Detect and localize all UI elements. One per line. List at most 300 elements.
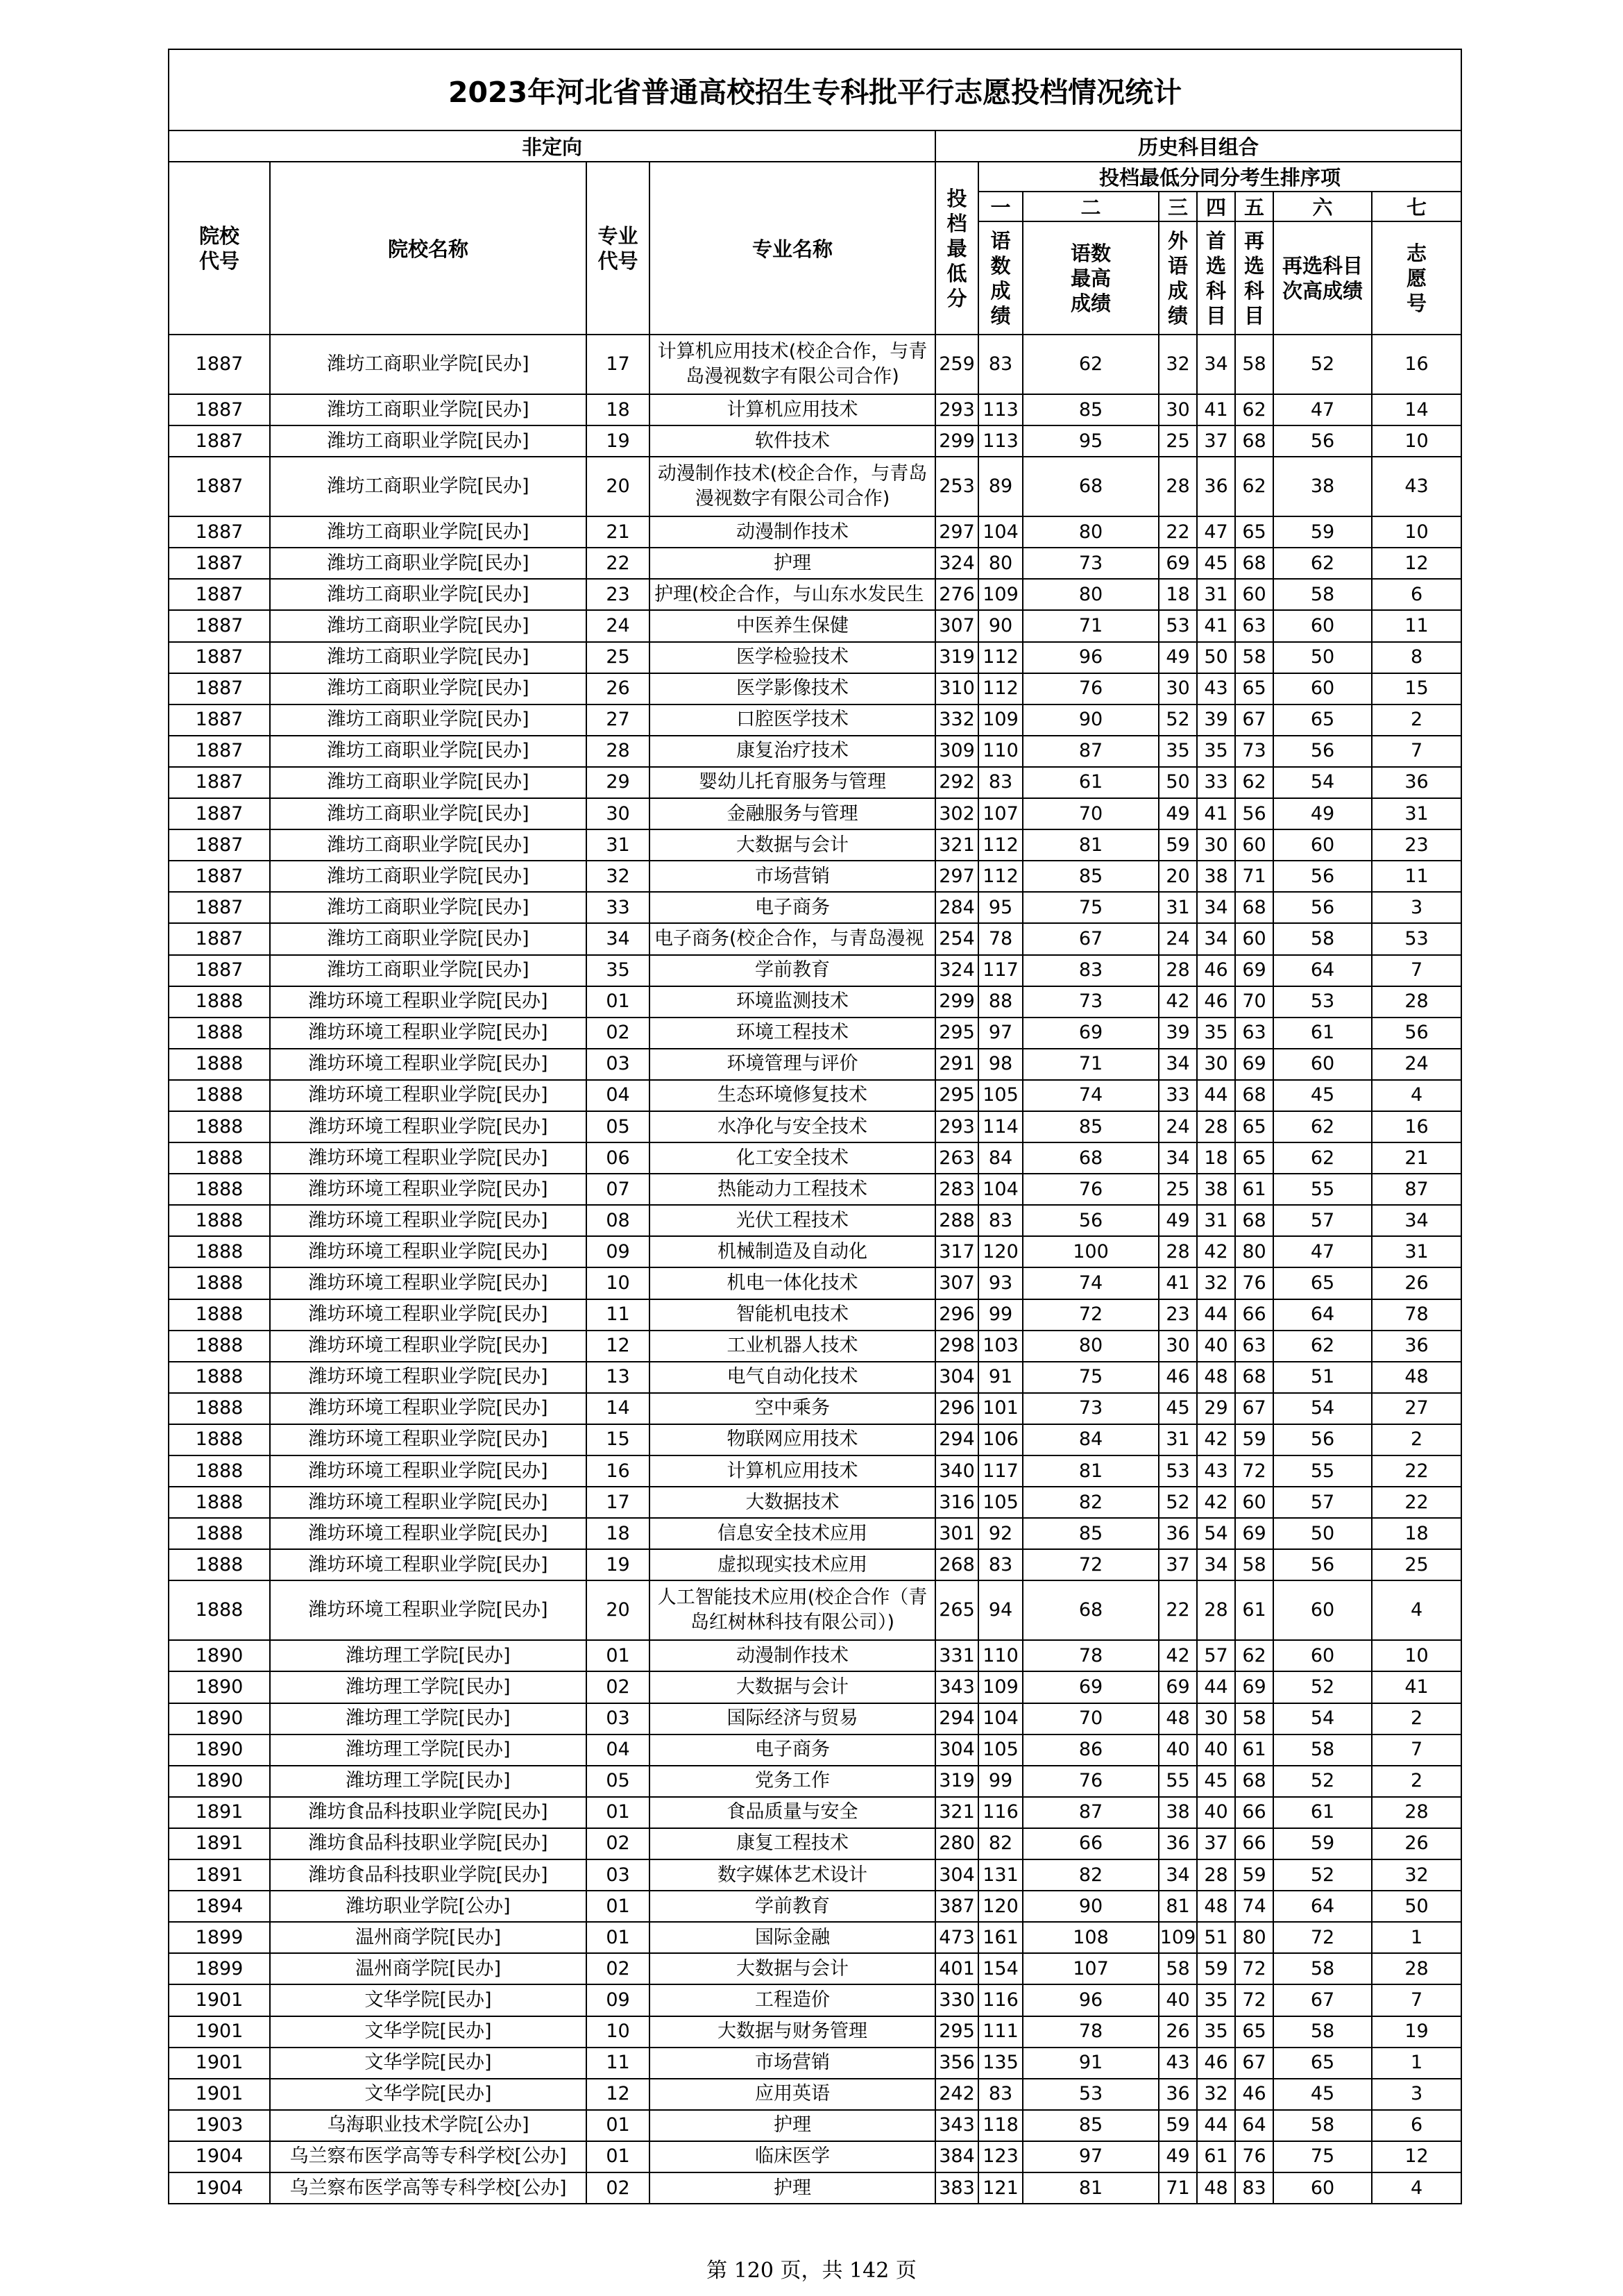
first-subject-cell: 50 xyxy=(1197,642,1235,673)
school-code-cell: 1888 xyxy=(169,1393,270,1424)
school-name-cell: 潍坊环境工程职业学院[民办] xyxy=(270,1018,586,1049)
chinese-math-max-cell: 81 xyxy=(1023,1455,1159,1487)
chinese-math-cell: 118 xyxy=(978,2110,1023,2141)
school-name-cell: 潍坊工商职业学院[民办] xyxy=(270,767,586,798)
chinese-math-max-cell: 81 xyxy=(1023,2172,1159,2204)
major-name-cell: 环境工程技术 xyxy=(649,1018,935,1049)
chinese-math-max-cell: 85 xyxy=(1023,2110,1159,2141)
foreign-language-cell: 49 xyxy=(1159,2141,1197,2172)
min-score-cell: 324 xyxy=(935,548,978,579)
major-code-cell: 16 xyxy=(586,1455,649,1487)
major-name-cell: 计算机应用技术 xyxy=(649,1455,935,1487)
min-score-cell: 265 xyxy=(935,1580,978,1640)
chinese-math-cell: 105 xyxy=(978,1080,1023,1111)
min-score-cell: 254 xyxy=(935,923,978,954)
school-name-cell: 文华学院[民办] xyxy=(270,1984,586,2016)
second-subject-secondary-cell: 52 xyxy=(1273,1859,1372,1891)
second-subject-secondary-cell: 64 xyxy=(1273,1891,1372,1922)
foreign-language-cell: 69 xyxy=(1159,1671,1197,1703)
second-subject-cell: 58 xyxy=(1235,1549,1273,1580)
second-subject-secondary-cell: 58 xyxy=(1273,1953,1372,1984)
first-subject-cell: 46 xyxy=(1197,955,1235,986)
preference-number-cell: 4 xyxy=(1372,2172,1461,2204)
school-name-cell: 潍坊环境工程职业学院[民办] xyxy=(270,1205,586,1236)
chinese-math-cell: 112 xyxy=(978,642,1023,673)
first-subject-cell: 39 xyxy=(1197,704,1235,736)
foreign-language-cell: 34 xyxy=(1159,1049,1197,1080)
major-name-cell: 虚拟现实技术应用 xyxy=(649,1549,935,1580)
preference-number-cell: 1 xyxy=(1372,1922,1461,1953)
first-subject-cell: 29 xyxy=(1197,1393,1235,1424)
major-name-cell: 电子商务 xyxy=(649,1734,935,1766)
major-name-cell: 市场营销 xyxy=(649,861,935,892)
preference-number-cell: 36 xyxy=(1372,1331,1461,1362)
chinese-math-cell: 120 xyxy=(978,1236,1023,1267)
min-score-cell: 316 xyxy=(935,1487,978,1518)
second-subject-secondary-cell: 65 xyxy=(1273,704,1372,736)
chinese-math-max-cell: 85 xyxy=(1023,1518,1159,1549)
second-subject-cell: 68 xyxy=(1235,892,1273,923)
major-code-cell: 06 xyxy=(586,1142,649,1174)
table-row xyxy=(169,2048,1461,2079)
school-name-cell: 文华学院[民办] xyxy=(270,2079,586,2110)
chinese-math-cell: 94 xyxy=(978,1580,1023,1640)
chinese-math-max-cell: 53 xyxy=(1023,2079,1159,2110)
second-subject-secondary-cell: 57 xyxy=(1273,1487,1372,1518)
school-code-cell: 1904 xyxy=(169,2172,270,2204)
foreign-language-cell: 30 xyxy=(1159,673,1197,704)
second-subject-cell: 68 xyxy=(1235,1205,1273,1236)
second-subject-cell: 68 xyxy=(1235,1080,1273,1111)
major-name-cell: 医学检验技术 xyxy=(649,642,935,673)
chinese-math-max-cell: 68 xyxy=(1023,1580,1159,1640)
chinese-math-max-cell: 82 xyxy=(1023,1859,1159,1891)
school-name-cell: 潍坊环境工程职业学院[民办] xyxy=(270,1580,586,1640)
first-subject-cell: 31 xyxy=(1197,579,1235,610)
foreign-language-cell: 20 xyxy=(1159,861,1197,892)
second-subject-secondary-cell: 60 xyxy=(1273,1640,1372,1671)
table-row xyxy=(169,892,1461,923)
school-code-cell: 1888 xyxy=(169,1518,270,1549)
school-name-cell: 潍坊环境工程职业学院[民办] xyxy=(270,1362,586,1393)
school-name-cell: 潍坊食品科技职业学院[民办] xyxy=(270,1828,586,1859)
chinese-math-cell: 104 xyxy=(978,516,1023,548)
chinese-math-max-cell: 80 xyxy=(1023,516,1159,548)
rank-2: 二 xyxy=(1023,192,1159,221)
foreign-language-cell: 53 xyxy=(1159,1455,1197,1487)
major-code-cell: 07 xyxy=(586,1174,649,1205)
min-score-cell: 280 xyxy=(935,1828,978,1859)
first-subject-cell: 48 xyxy=(1197,2172,1235,2204)
first-subject-cell: 42 xyxy=(1197,1236,1235,1267)
school-name-cell: 潍坊工商职业学院[民办] xyxy=(270,425,586,457)
school-code-cell: 1901 xyxy=(169,1984,270,2016)
foreign-language-cell: 32 xyxy=(1159,335,1197,394)
chinese-math-cell: 104 xyxy=(978,1174,1023,1205)
school-name-cell: 潍坊食品科技职业学院[民办] xyxy=(270,1797,586,1828)
chinese-math-cell: 98 xyxy=(978,1049,1023,1080)
first-subject-cell: 33 xyxy=(1197,767,1235,798)
table-row xyxy=(169,1299,1461,1331)
chinese-math-cell: 95 xyxy=(978,892,1023,923)
major-code-cell: 25 xyxy=(586,642,649,673)
chinese-math-cell: 123 xyxy=(978,2141,1023,2172)
second-subject-secondary-cell: 58 xyxy=(1273,923,1372,954)
second-subject-cell: 46 xyxy=(1235,2079,1273,2110)
first-subject-cell: 30 xyxy=(1197,1049,1235,1080)
major-name-cell: 大数据与会计 xyxy=(649,1953,935,1984)
chinese-math-cell: 83 xyxy=(978,335,1023,394)
school-name-cell: 潍坊工商职业学院[民办] xyxy=(270,548,586,579)
chinese-math-max-cell: 80 xyxy=(1023,1331,1159,1362)
major-code-cell: 01 xyxy=(586,1891,649,1922)
table-row xyxy=(169,1828,1461,1859)
school-code-cell: 1888 xyxy=(169,1580,270,1640)
preference-number-cell: 50 xyxy=(1372,1891,1461,1922)
preference-number-cell: 3 xyxy=(1372,892,1461,923)
major-name-cell: 食品质量与安全 xyxy=(649,1797,935,1828)
second-subject-secondary-cell: 52 xyxy=(1273,335,1372,394)
preference-number-cell: 4 xyxy=(1372,1080,1461,1111)
chinese-math-max-cell: 71 xyxy=(1023,1049,1159,1080)
table-row xyxy=(169,1518,1461,1549)
foreign-language-cell: 49 xyxy=(1159,798,1197,829)
major-name-cell: 医学影像技术 xyxy=(649,673,935,704)
major-code-cell: 23 xyxy=(586,579,649,610)
second-subject-secondary-cell: 54 xyxy=(1273,1393,1372,1424)
preference-number-cell: 28 xyxy=(1372,1953,1461,1984)
first-subject-cell: 45 xyxy=(1197,548,1235,579)
chinese-math-max-cell: 73 xyxy=(1023,548,1159,579)
school-name-cell: 潍坊环境工程职业学院[民办] xyxy=(270,1518,586,1549)
chinese-math-max-cell: 73 xyxy=(1023,1393,1159,1424)
preference-number-cell: 10 xyxy=(1372,1640,1461,1671)
foreign-language-cell: 48 xyxy=(1159,1703,1197,1734)
school-code-cell: 1891 xyxy=(169,1828,270,1859)
table-row xyxy=(169,1703,1461,1734)
second-subject-secondary-cell: 58 xyxy=(1273,579,1372,610)
min-score-cell: 242 xyxy=(935,2079,978,2110)
second-subject-cell: 65 xyxy=(1235,673,1273,704)
school-code-cell: 1888 xyxy=(169,1049,270,1080)
preference-number-cell: 11 xyxy=(1372,610,1461,641)
major-name-cell: 数字媒体艺术设计 xyxy=(649,1859,935,1891)
first-subject-cell: 34 xyxy=(1197,892,1235,923)
first-subject-cell: 31 xyxy=(1197,1205,1235,1236)
major-code-cell: 19 xyxy=(586,1549,649,1580)
school-code-cell: 1887 xyxy=(169,736,270,767)
major-code-header: 专业代号 xyxy=(586,162,649,335)
first-subject-cell: 45 xyxy=(1197,1766,1235,1797)
table-row xyxy=(169,1331,1461,1362)
preference-number-cell: 2 xyxy=(1372,1766,1461,1797)
preference-number-cell: 2 xyxy=(1372,704,1461,736)
chinese-math-max-cell: 85 xyxy=(1023,394,1159,425)
second-subject-secondary-cell: 60 xyxy=(1273,1580,1372,1640)
foreign-language-cell: 30 xyxy=(1159,394,1197,425)
min-score-cell: 343 xyxy=(935,2110,978,2141)
table-row xyxy=(169,1267,1461,1299)
school-code-cell: 1888 xyxy=(169,1362,270,1393)
school-code-cell: 1887 xyxy=(169,829,270,861)
major-code-cell: 13 xyxy=(586,1362,649,1393)
table-row xyxy=(169,2016,1461,2048)
preference-number-cell: 36 xyxy=(1372,767,1461,798)
second-subject-cell: 63 xyxy=(1235,1331,1273,1362)
school-code-cell: 1891 xyxy=(169,1859,270,1891)
second-subject-cell: 61 xyxy=(1235,1174,1273,1205)
table-row xyxy=(169,425,1461,457)
major-name-cell: 热能动力工程技术 xyxy=(649,1174,935,1205)
table-row xyxy=(169,829,1461,861)
major-code-cell: 10 xyxy=(586,1267,649,1299)
second-subject-cell: 65 xyxy=(1235,1111,1273,1142)
chinese-math-cell: 107 xyxy=(978,798,1023,829)
second-subject-cell: 56 xyxy=(1235,798,1273,829)
preference-number-cell: 12 xyxy=(1372,2141,1461,2172)
foreign-language-cell: 40 xyxy=(1159,1984,1197,2016)
second-subject-cell: 76 xyxy=(1235,2141,1273,2172)
chinese-math-cell: 110 xyxy=(978,736,1023,767)
min-score-cell: 296 xyxy=(935,1393,978,1424)
major-name-cell: 软件技术 xyxy=(649,425,935,457)
first-subject-cell: 41 xyxy=(1197,394,1235,425)
rank-6: 六 xyxy=(1273,192,1372,221)
chinese-math-max-cell: 62 xyxy=(1023,335,1159,394)
second-subject-secondary-cell: 60 xyxy=(1273,2172,1372,2204)
school-code-cell: 1888 xyxy=(169,1299,270,1331)
table-row xyxy=(169,335,1461,394)
school-name-cell: 文华学院[民办] xyxy=(270,2048,586,2079)
major-code-cell: 19 xyxy=(586,425,649,457)
school-code-cell: 1890 xyxy=(169,1640,270,1671)
chinese-math-max-cell: 76 xyxy=(1023,1766,1159,1797)
preference-number-cell: 21 xyxy=(1372,1142,1461,1174)
preference-number-cell: 4 xyxy=(1372,1580,1461,1640)
min-score-cell: 307 xyxy=(935,610,978,641)
foreign-language-cell: 42 xyxy=(1159,1640,1197,1671)
second-subject-cell: 62 xyxy=(1235,394,1273,425)
school-code-cell: 1887 xyxy=(169,642,270,673)
school-name-cell: 潍坊工商职业学院[民办] xyxy=(270,394,586,425)
major-code-cell: 33 xyxy=(586,892,649,923)
major-name-cell: 机电一体化技术 xyxy=(649,1267,935,1299)
preference-number-cell: 18 xyxy=(1372,1518,1461,1549)
first-subject-cell: 44 xyxy=(1197,1299,1235,1331)
second-subject-cell: 69 xyxy=(1235,1518,1273,1549)
school-name-cell: 潍坊工商职业学院[民办] xyxy=(270,829,586,861)
first-subject-cell: 40 xyxy=(1197,1331,1235,1362)
school-code-header: 院校代号 xyxy=(169,162,270,335)
second-subject-secondary-cell: 45 xyxy=(1273,2079,1372,2110)
chinese-math-max-cell: 84 xyxy=(1023,1424,1159,1455)
chinese-math-max-cell: 76 xyxy=(1023,673,1159,704)
second-subject-cell: 67 xyxy=(1235,2048,1273,2079)
second-subject-cell: 70 xyxy=(1235,986,1273,1018)
table-row xyxy=(169,1859,1461,1891)
second-subject-secondary-cell: 59 xyxy=(1273,516,1372,548)
second-subject-secondary-cell: 50 xyxy=(1273,642,1372,673)
school-name-cell: 潍坊工商职业学院[民办] xyxy=(270,642,586,673)
foreign-language-cell: 34 xyxy=(1159,1859,1197,1891)
first-subject-cell: 44 xyxy=(1197,1080,1235,1111)
second-subject-cell: 59 xyxy=(1235,1859,1273,1891)
table-row xyxy=(169,1018,1461,1049)
major-name-cell: 康复工程技术 xyxy=(649,1828,935,1859)
major-name-cell: 物联网应用技术 xyxy=(649,1424,935,1455)
school-name-cell: 潍坊工商职业学院[民办] xyxy=(270,610,586,641)
preference-number-cell: 1 xyxy=(1372,2048,1461,2079)
table-body xyxy=(169,335,1461,2204)
major-code-cell: 12 xyxy=(586,1331,649,1362)
second-subject-cell: 65 xyxy=(1235,516,1273,548)
preference-number-cell: 2 xyxy=(1372,1703,1461,1734)
min-score-cell: 291 xyxy=(935,1049,978,1080)
foreign-language-cell: 24 xyxy=(1159,923,1197,954)
major-code-cell: 17 xyxy=(586,1487,649,1518)
first-subject-cell: 46 xyxy=(1197,2048,1235,2079)
first-subject-cell: 57 xyxy=(1197,1640,1235,1671)
table-row xyxy=(169,2141,1461,2172)
major-name-cell: 人工智能技术应用(校企合作（青岛红树林科技有限公司）) xyxy=(649,1580,935,1640)
second-subject-secondary-cell: 61 xyxy=(1273,1018,1372,1049)
preference-number-cell: 19 xyxy=(1372,2016,1461,2048)
first-subject-cell: 35 xyxy=(1197,1984,1235,2016)
second-subject-secondary-cell: 55 xyxy=(1273,1174,1372,1205)
second-subject-cell: 83 xyxy=(1235,2172,1273,2204)
min-score-cell: 473 xyxy=(935,1922,978,1953)
major-name-cell: 党务工作 xyxy=(649,1766,935,1797)
chinese-math-cell: 97 xyxy=(978,1018,1023,1049)
school-name-cell: 潍坊工商职业学院[民办] xyxy=(270,736,586,767)
min-score-cell: 401 xyxy=(935,1953,978,1984)
chinese-math-cell: 113 xyxy=(978,394,1023,425)
table-row xyxy=(169,2172,1461,2204)
major-code-cell: 18 xyxy=(586,394,649,425)
foreign-language-cell: 24 xyxy=(1159,1111,1197,1142)
second-subject-secondary-cell: 64 xyxy=(1273,955,1372,986)
school-code-cell: 1887 xyxy=(169,767,270,798)
min-score-header: 投档最低分 xyxy=(935,162,978,335)
school-code-cell: 1887 xyxy=(169,425,270,457)
second-subject-cell: 71 xyxy=(1235,861,1273,892)
min-score-cell: 293 xyxy=(935,1111,978,1142)
first-subject-cell: 44 xyxy=(1197,2110,1235,2141)
second-subject-secondary-cell: 56 xyxy=(1273,1424,1372,1455)
chinese-math-cell: 112 xyxy=(978,861,1023,892)
foreign-language-cell: 42 xyxy=(1159,986,1197,1018)
preference-number-cell: 7 xyxy=(1372,736,1461,767)
school-code-cell: 1888 xyxy=(169,1205,270,1236)
major-code-cell: 01 xyxy=(586,1922,649,1953)
second-subject-cell: 68 xyxy=(1235,1766,1273,1797)
second-subject-secondary-cell: 51 xyxy=(1273,1362,1372,1393)
chinese-math-cell: 113 xyxy=(978,425,1023,457)
chinese-math-max-cell: 71 xyxy=(1023,610,1159,641)
school-name-cell: 潍坊环境工程职业学院[民办] xyxy=(270,986,586,1018)
major-name-cell: 口腔医学技术 xyxy=(649,704,935,736)
second-subject-cell: 67 xyxy=(1235,704,1273,736)
major-name-cell: 国际经济与贸易 xyxy=(649,1703,935,1734)
second-subject-secondary-cell: 52 xyxy=(1273,1671,1372,1703)
preference-number-cell: 23 xyxy=(1372,829,1461,861)
second-subject-secondary-cell: 60 xyxy=(1273,829,1372,861)
table-row xyxy=(169,516,1461,548)
preference-number-cell: 16 xyxy=(1372,1111,1461,1142)
second-subject-secondary-cell: 38 xyxy=(1273,457,1372,516)
min-score-cell: 324 xyxy=(935,955,978,986)
table-row xyxy=(169,2110,1461,2141)
min-score-cell: 268 xyxy=(935,1549,978,1580)
table-row xyxy=(169,1080,1461,1111)
second-subject-secondary-cell: 62 xyxy=(1273,1111,1372,1142)
chinese-math-max-cell: 61 xyxy=(1023,767,1159,798)
min-score-cell: 297 xyxy=(935,516,978,548)
chinese-math-cell: 104 xyxy=(978,1703,1023,1734)
second-subject-secondary-cell: 58 xyxy=(1273,2110,1372,2141)
major-code-cell: 26 xyxy=(586,673,649,704)
major-name-cell: 信息安全技术应用 xyxy=(649,1518,935,1549)
school-code-cell: 1890 xyxy=(169,1703,270,1734)
school-name-cell: 潍坊环境工程职业学院[民办] xyxy=(270,1267,586,1299)
foreign-language-cell: 36 xyxy=(1159,1828,1197,1859)
major-code-cell: 08 xyxy=(586,1205,649,1236)
first-subject-cell: 40 xyxy=(1197,1734,1235,1766)
first-subject-header: 首选科目 xyxy=(1197,221,1235,335)
min-score-cell: 297 xyxy=(935,861,978,892)
major-name-cell: 大数据与会计 xyxy=(649,829,935,861)
foreign-language-cell: 33 xyxy=(1159,1080,1197,1111)
foreign-language-cell: 59 xyxy=(1159,829,1197,861)
chinese-math-cell: 106 xyxy=(978,1424,1023,1455)
chinese-math-score-header: 语数成绩 xyxy=(978,221,1023,335)
first-subject-cell: 18 xyxy=(1197,1142,1235,1174)
second-subject-secondary-cell: 56 xyxy=(1273,892,1372,923)
second-subject-secondary-cell: 72 xyxy=(1273,1922,1372,1953)
major-name-cell: 应用英语 xyxy=(649,2079,935,2110)
chinese-math-cell: 99 xyxy=(978,1766,1023,1797)
second-subject-cell: 66 xyxy=(1235,1828,1273,1859)
school-name-cell: 乌兰察布医学高等专科学校[公办] xyxy=(270,2172,586,2204)
foreign-language-cell: 69 xyxy=(1159,548,1197,579)
first-subject-cell: 44 xyxy=(1197,1671,1235,1703)
major-name-cell: 国际金融 xyxy=(649,1922,935,1953)
page-footer: 第 120 页，共 142 页 xyxy=(706,2259,917,2283)
first-subject-cell: 47 xyxy=(1197,516,1235,548)
school-name-cell: 潍坊理工学院[民办] xyxy=(270,1671,586,1703)
school-code-cell: 1888 xyxy=(169,1080,270,1111)
preference-number-cell: 3 xyxy=(1372,2079,1461,2110)
first-subject-cell: 34 xyxy=(1197,923,1235,954)
chinese-math-max-cell: 56 xyxy=(1023,1205,1159,1236)
school-name-cell: 潍坊食品科技职业学院[民办] xyxy=(270,1859,586,1891)
chinese-math-max-cell: 69 xyxy=(1023,1018,1159,1049)
second-subject-secondary-cell: 65 xyxy=(1273,1267,1372,1299)
chinese-math-cell: 112 xyxy=(978,829,1023,861)
second-subject-cell: 80 xyxy=(1235,1922,1273,1953)
major-name-cell: 护理 xyxy=(649,548,935,579)
major-name-cell: 智能机电技术 xyxy=(649,1299,935,1331)
second-subject-secondary-cell: 54 xyxy=(1273,1703,1372,1734)
min-score-cell: 321 xyxy=(935,829,978,861)
chinese-math-cell: 103 xyxy=(978,1331,1023,1362)
min-score-cell: 294 xyxy=(935,1703,978,1734)
table-row xyxy=(169,1362,1461,1393)
preference-number-cell: 10 xyxy=(1372,425,1461,457)
school-name-cell: 潍坊环境工程职业学院[民办] xyxy=(270,1424,586,1455)
major-code-cell: 02 xyxy=(586,1953,649,1984)
first-subject-cell: 34 xyxy=(1197,335,1235,394)
